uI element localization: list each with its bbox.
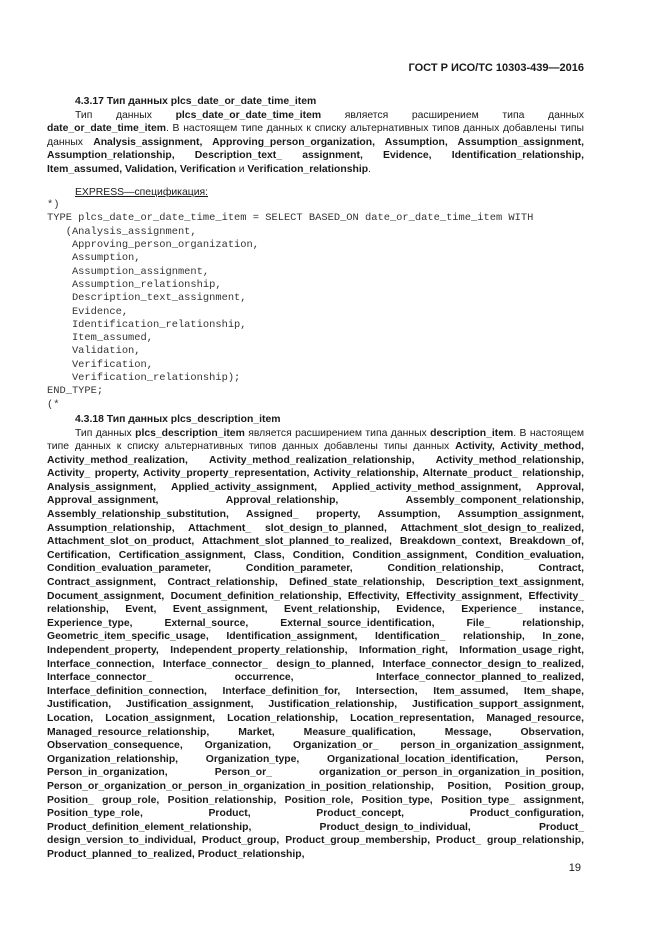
- section-paragraph-4-3-17: [47, 109, 584, 177]
- type-list-last: Verification_relationship: [247, 163, 369, 175]
- page-content: [47, 95, 584, 862]
- express-label: EXPRESS—спецификация:: [75, 186, 209, 198]
- type-list: Activity, Activity_method, Activity_method_realization, Activity_method_realization_relationship, Activity_method_relationship, Activity_ property, Activity_property_representation, Activity_relationship, Alternate_product_ relationship, Analysis_assignment, Applied_activity_assignment, Applied_activity_method_assignment, Approval, Approval_assignment, Approval_relationship, Assembly_component_relationship, Assembly_relationship_substitution, Assigned_ property, Assumption, Assumption_assignment, Assumption_relationship, Attachment_ slot_design_to_planned, Attachment_slot_design_to_realized, Attachment_slot_on_product, Attachment_slot_planned_to_realized, Breakdown_context, Breakdown_of, Certification, Certification_assignment, Class, Condition, Condition_assignment, Condition_evaluation, Condition_evaluation_parameter, Condition_parameter, Condition_relationship, Contract, Contract_assignment, Contract_relationship, Defined_state_relationship, Description_text_assignment, Document_assignment, Document_definition_relationship, Effectivity, Effectivity_assignment, Effectivity_ relationship, Event, Event_assignment, Event_relationship, Evidence, Experience_ instance, Experience_type, External_source, External_source_identification, File_ relationship, Geometric_item_specific_usage, Identification_assignment, Identification_ relationship, In_zone, Independent_property, Independent_property_relationship, Information_right, Information_usage_right, Interface_connection, Interface_connector_ design_to_planned, Interface_connector_design_to_realized, Interface_connector_ occurrence, Interface_connector_planned_to_realized, Interface_definition_connection, Interface_definition_for, Intersection, Item_assumed, Item_shape, Justification, Justification_assignment, Justification_relationship, Justification_support_assignment, Location, Location_assignment, Location_relationship, Location_representation, Managed_resource, Managed_resource_relationship, Market, Measure_qualification, Message, Observation, Observation_consequence, Organization, Organization_or_ person_in_organization_assignment, Organization_relationship, Organization_type, Organizational_location_identification, Person, Person_in_organization, Person_or_ organization_or_person_in_organization_in_position, Person_or_organization_or_person_in_organization_in_position_relationship, Position, Position_group, Position_ group_role, Position_relationship, Position_role, Position_type, Position_type_ assignment, Position_type_role, Product, Product_concept, Product_configuration, Product_definition_element_relationship, Product_design_to_individual, Product_ design_version_to_individual, Product_group, Product_group_membership, Product_ group_relationship, Product_planned_to_realized, Product_relationship,: [47, 441, 584, 860]
- page-number: 19: [568, 862, 581, 874]
- text-run: . В настоящем типе данных к списку альтернативных типов данных добавлены типы данных: [47, 123, 584, 148]
- type-name: plcs_date_or_date_time_item: [175, 109, 322, 121]
- type-name: plcs_description_item: [135, 427, 245, 439]
- text-run: Тип данных: [75, 427, 136, 439]
- text-run: является расширением типа данных: [321, 109, 584, 121]
- text-run: и: [235, 163, 248, 175]
- text-run: .: [368, 163, 371, 175]
- text-run: . В настоящем типе данных к списку альтернативных типов данных добавлены типы данных: [47, 427, 584, 453]
- base-type-name: description_item: [430, 427, 514, 439]
- document-header: ГОСТ Р ИСО/ТС 10303-439—2016: [408, 62, 584, 74]
- type-list: Analysis_assignment, Approving_person_organization, Assumption, Assumption_assignment, Assumption_relationship, Description_text_ assignment, Evidence, Identification_relationship, Item_assumed, Validation, Verification: [47, 136, 584, 175]
- express-code-block: *) TYPE plcs_date_or_date_time_item = SELECT BASED_ON date_or_date_time_item WITH (Analysis_assignment, Approving_person_organization, Assumption, Assumption_assignment, Assumption_relationship, Description_text_assignment, Evidence, Identification_relationship, Item_assumed, Validation, Verification, Verification_relationship); END_TYPE; (*: [47, 199, 534, 411]
- section-heading-4-3-18: 4.3.18 Тип данных plcs_description_item: [75, 413, 281, 425]
- section-heading-4-3-17: 4.3.17 Тип данных plcs_date_or_date_time_item: [75, 96, 317, 107]
- base-type-name: date_or_date_time_item: [47, 123, 166, 135]
- text-run: Тип данных: [75, 109, 176, 121]
- section-paragraph-4-3-18: [47, 427, 584, 862]
- text-run: является расширением типа данных: [244, 427, 431, 439]
